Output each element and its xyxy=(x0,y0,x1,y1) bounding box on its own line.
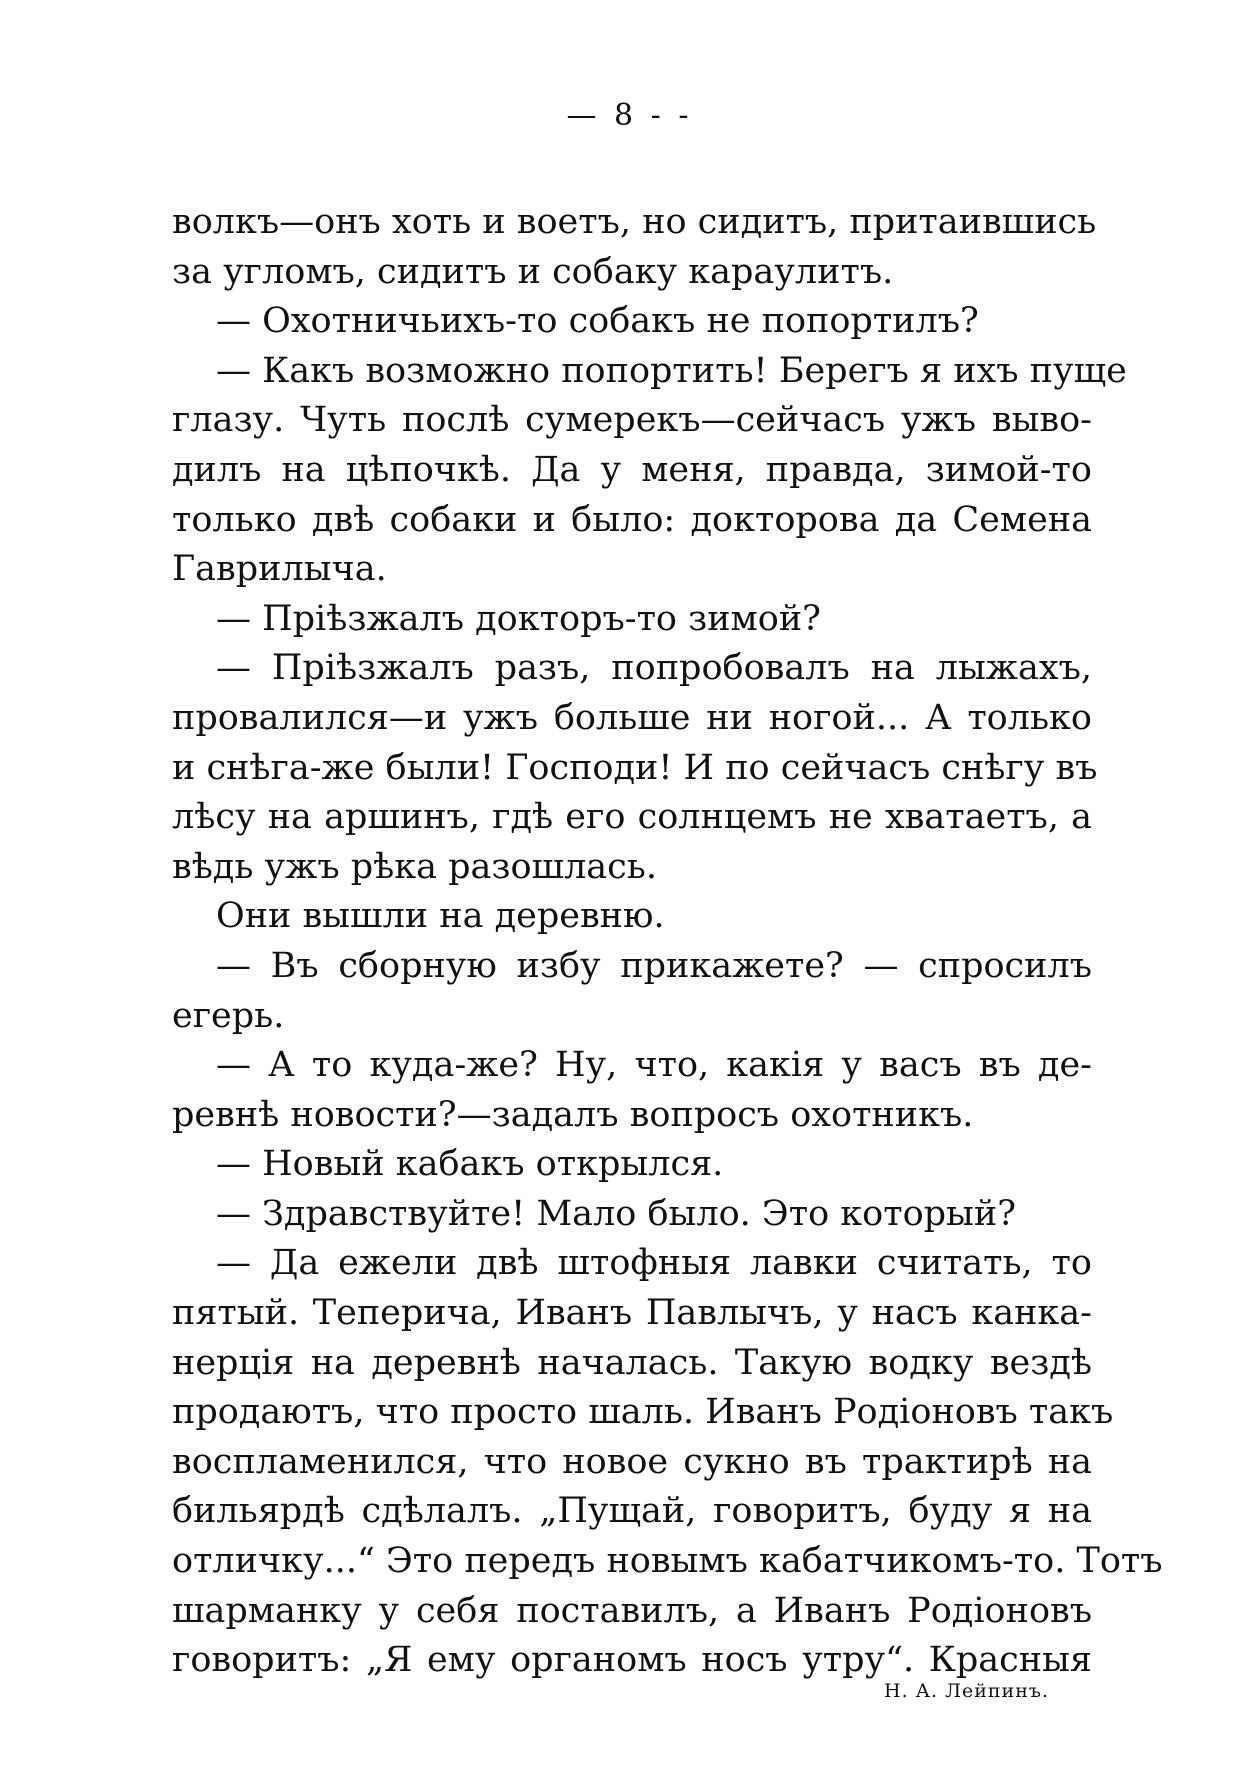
text-line: — Охотничьихъ-то собакъ не попортилъ? xyxy=(216,301,979,342)
text-line: Они вышли на деревню. xyxy=(216,896,665,937)
text-line: воспламенился, что новое сукно въ трактирѣ на xyxy=(172,1441,1092,1482)
text-line: — Въ сборную избу прикажете? — спросилъ xyxy=(216,945,1092,986)
text-line: Гаврилыча. xyxy=(172,549,387,590)
text-line: и снѣга-же были! Господи! И по сейчасъ снѣгу въ xyxy=(172,747,1098,788)
text-line: бильярдѣ сдѣлалъ. „Пущай, говоритъ, буду я на xyxy=(172,1491,1092,1532)
text-line: говоритъ: „Я ему органомъ носъ утру“. Красныя xyxy=(172,1640,1092,1681)
text-line: — Новый кабакъ открылся. xyxy=(216,1144,724,1185)
author-signature: Н. А. Лейпинъ. xyxy=(884,1680,1049,1702)
text-line: — Какъ возможно попортить! Берегъ я ихъ пуще xyxy=(216,350,1127,391)
text-line: только двѣ собаки и было: докторова да Семена xyxy=(172,499,1092,540)
text-line: лѣсу на аршинъ, гдѣ его солнцемъ не хватаетъ, а xyxy=(172,797,1092,838)
text-line: — Да ежели двѣ штофныя лавки считать, то xyxy=(216,1243,1092,1284)
text-line: ревнѣ новости?—задалъ вопросъ охотникъ. xyxy=(172,1094,974,1135)
text-line: пятый. Теперича, Иванъ Павлычъ, у насъ канка- xyxy=(172,1293,1092,1334)
body-text xyxy=(172,198,1163,1686)
text-line: вѣдь ужъ рѣка разошлась. xyxy=(172,846,657,887)
text-line: продаютъ, что просто шаль. Иванъ Родіоновъ такъ xyxy=(172,1392,1114,1433)
text-line: — Здравствуйте! Мало было. Это который? xyxy=(216,1193,1017,1234)
text-line: провалился—и ужъ больше ни ногой... А только xyxy=(172,697,1092,738)
text-line: — А то куда-же? Ну, что, какія у васъ въ де- xyxy=(216,1045,1092,1086)
page-number: — 8 - - xyxy=(566,98,693,133)
text-line: — Пріѣзжалъ докторъ-то зимой? xyxy=(216,598,821,639)
text-line: отличку...“ Это передъ новымъ кабатчикомъ-то. Тотъ xyxy=(172,1541,1163,1582)
text-line: глазу. Чуть послѣ сумерекъ—сейчасъ ужъ выво- xyxy=(172,400,1092,441)
text-line: за угломъ, сидитъ и собаку караулитъ. xyxy=(172,251,894,292)
text-line: егерь. xyxy=(172,995,285,1036)
text-line: дилъ на цѣпочкѣ. Да у меня, правда, зимой-то xyxy=(172,449,1092,490)
text-line: волкъ—онъ хоть и воетъ, но сидитъ, притаившись xyxy=(172,202,1097,242)
text-line: шарманку у себя поставилъ, а Иванъ Родіоновъ xyxy=(172,1590,1092,1631)
text-line: — Пріѣзжалъ разъ, попробовалъ на лыжахъ, xyxy=(216,648,1092,689)
text-line: нерція на деревнѣ началась. Такую водку вездѣ xyxy=(172,1342,1092,1383)
